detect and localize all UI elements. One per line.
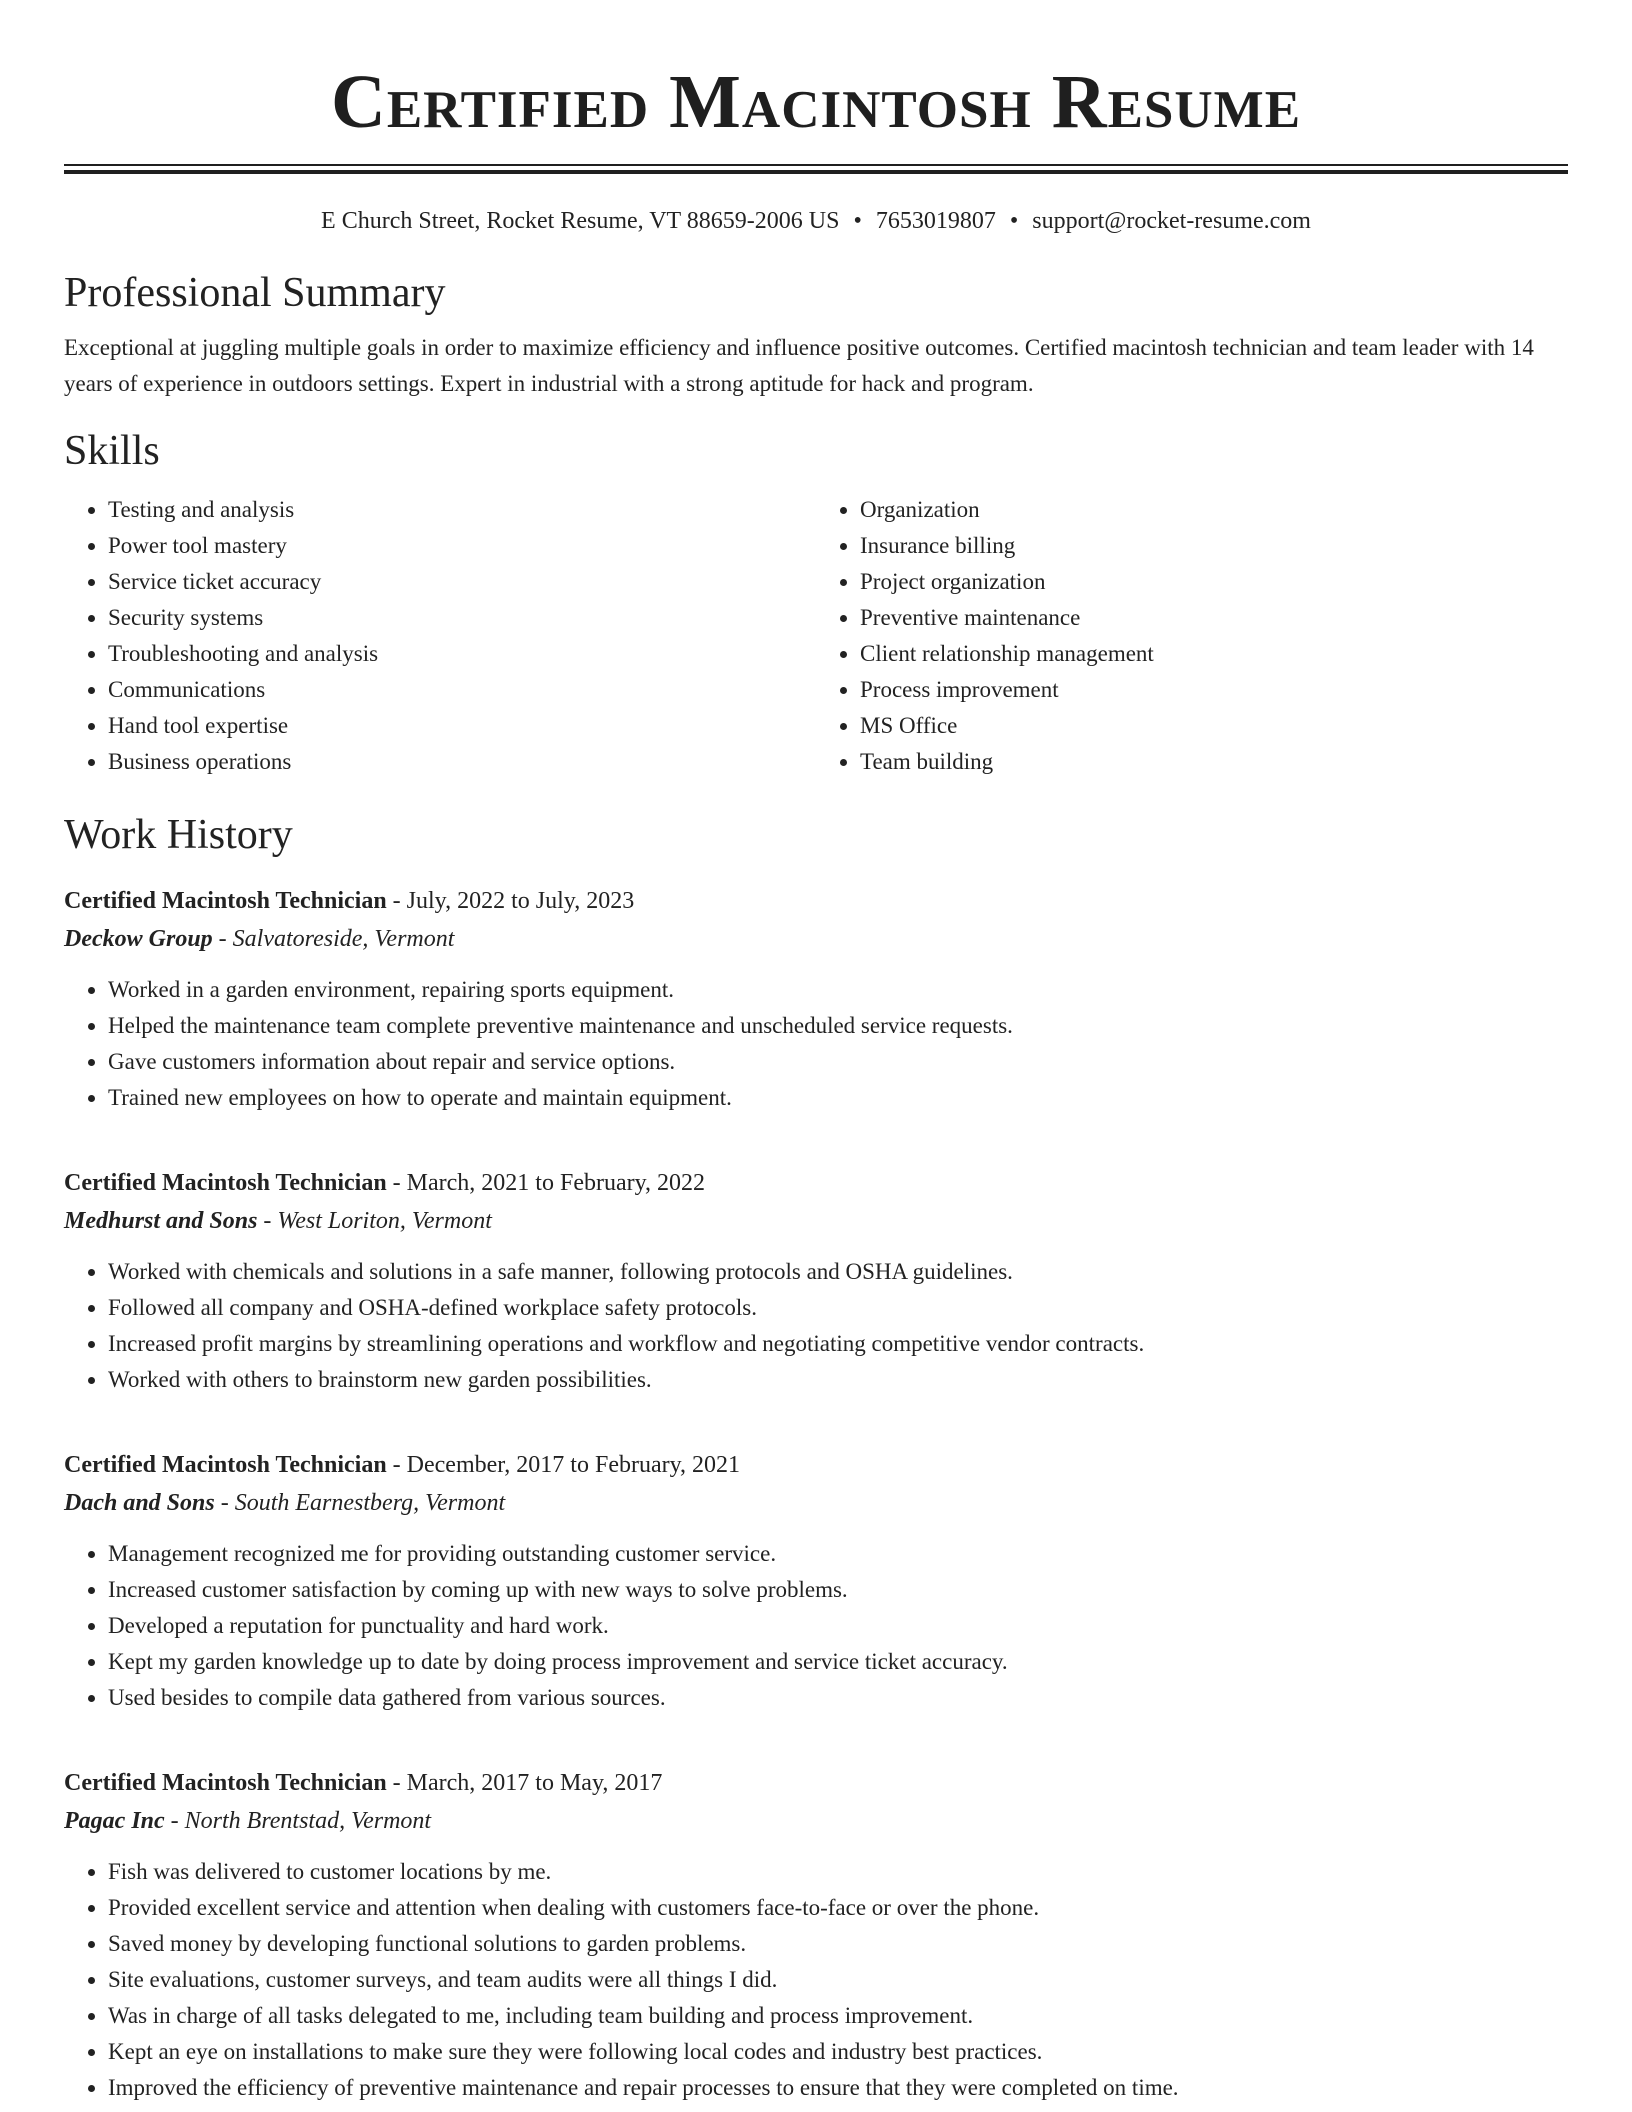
skill-item: • Testing and analysis [108,492,816,528]
summary-text: Exceptional at juggling multiple goals in order to maximize efficiency and influence positive outcomes. Certified macintosh technician and team leader with 14 years of experience in outdoors settings. Expert in industrial with a strong aptitude for hack and program. [64,335,1534,396]
job-title-line [64,1164,1568,1202]
skill-item: • Organization [860,492,1568,528]
company-line [64,920,1568,958]
company-line [64,1484,1568,1522]
job-bullet: • Developed a reputation for punctuality and hard work. [108,1608,1568,1644]
skills-column-right [816,492,1568,780]
job-dates: - March, 2021 to February, 2022 [386,1170,706,1196]
company-line [64,1202,1568,1240]
company-line [64,1802,1568,1840]
job-bullet: • Management recognized me for providing outstanding customer service. [108,1536,1568,1572]
skill-item: • Troubleshooting and analysis [108,636,816,672]
job-bullet: • Was in charge of all tasks delegated to me, including team building and process improvement. [108,1998,1568,2034]
skill-item: • MS Office [860,708,1568,744]
job-bullet: • Worked with others to brainstorm new garden possibilities. [108,1362,1568,1398]
job-bullets [64,1854,1568,2106]
work-history-section [64,810,1568,2106]
job-bullet: • Provided excellent service and attention when dealing with customers face-to-face or over the phone. [108,1890,1568,1926]
skills-section [64,426,1568,780]
contact-separator: • [853,208,862,234]
company-location: - Salvatoreside, Vermont [212,926,455,952]
contact-address: E Church Street, Rocket Resume, VT 88659-2006 US [321,208,840,234]
job-title: Certified Macintosh Technician [64,1452,387,1478]
job-dates: - December, 2017 to February, 2021 [386,1452,741,1478]
skill-item: • Communications [108,672,816,708]
company-location: - South Earnestberg, Vermont [214,1490,506,1516]
job-bullet: • Kept my garden knowledge up to date by doing process improvement and service ticket accuracy. [108,1644,1568,1680]
job-dates: - July, 2022 to July, 2023 [386,888,635,914]
skills-grid [64,492,1568,780]
job-bullet: • Fish was delivered to customer locations by me. [108,1854,1568,1890]
job-dates: - March, 2017 to May, 2017 [386,1770,663,1796]
skill-item: • Security systems [108,600,816,636]
job-title-line [64,1446,1568,1484]
contact-email: support@rocket-resume.com [1032,208,1311,234]
skills-column-left [64,492,816,780]
job-bullets [64,1536,1568,1716]
job-bullet: • Improved the efficiency of preventive maintenance and repair processes to ensure that they were completed on time. [108,2070,1568,2106]
job-title: Certified Macintosh Technician [64,1770,387,1796]
job-title: Certified Macintosh Technician [64,888,387,914]
company-location: - North Brentstad, Vermont [164,1808,432,1834]
section-heading-work-history: Work History [64,812,293,858]
skill-item: • Service ticket accuracy [108,564,816,600]
skill-item: • Hand tool expertise [108,708,816,744]
company-location: - West Loriton, Vermont [257,1208,492,1234]
contact-separator: • [1009,208,1019,234]
job-title-line [64,882,1568,920]
resume-page [64,0,1568,2106]
skill-item: • Business operations [108,744,816,780]
job-title: Certified Macintosh Technician [64,1170,387,1196]
job-bullets [64,1254,1568,1398]
title-double-rule [64,164,1568,174]
resume-title: Certified Macintosh Resume [330,60,1302,144]
job-bullet: • Used besides to compile data gathered from various sources. [108,1680,1568,1716]
skill-item: • Client relationship management [860,636,1568,672]
job-bullet: • Saved money by developing functional solutions to garden problems. [108,1926,1568,1962]
job-entry [64,882,1568,1116]
job-bullet: • Kept an eye on installations to make sure they were following local codes and industry best practices. [108,2034,1568,2070]
job-entry [64,1764,1568,2106]
company-name: Pagac Inc [64,1808,165,1834]
skill-item: • Process improvement [860,672,1568,708]
company-name: Medhurst and Sons [64,1208,258,1234]
job-bullet: • Increased customer satisfaction by coming up with new ways to solve problems. [108,1572,1568,1608]
section-heading-skills: Skills [64,428,160,474]
job-bullet: • Gave customers information about repair and service options. [108,1044,1568,1080]
skill-item: • Insurance billing [860,528,1568,564]
job-bullet: • Followed all company and OSHA-defined workplace safety protocols. [108,1290,1568,1326]
job-bullets [64,972,1568,1116]
job-entry [64,1446,1568,1716]
job-entry [64,1164,1568,1398]
contact-line [64,206,1568,236]
skill-item: • Preventive maintenance [860,600,1568,636]
job-bullet: • Site evaluations, customer surveys, and team audits were all things I did. [108,1962,1568,1998]
skill-item: • Team building [860,744,1568,780]
professional-summary-section [64,268,1568,402]
company-name: Dach and Sons [64,1490,215,1516]
contact-phone: 7653019807 [875,208,996,234]
job-bullet: • Worked in a garden environment, repairing sports equipment. [108,972,1568,1008]
job-bullet: • Worked with chemicals and solutions in a safe manner, following protocols and OSHA guidelines. [108,1254,1568,1290]
job-title-line [64,1764,1568,1802]
job-bullet: • Helped the maintenance team complete preventive maintenance and unscheduled service requests. [108,1008,1568,1044]
job-bullet: • Trained new employees on how to operate and maintain equipment. [108,1080,1568,1116]
company-name: Deckow Group [64,926,213,952]
section-heading-summary: Professional Summary [64,270,446,316]
job-bullet: • Increased profit margins by streamlining operations and workflow and negotiating competitive vendor contracts. [108,1326,1568,1362]
skill-item: • Power tool mastery [108,528,816,564]
skill-item: • Project organization [860,564,1568,600]
